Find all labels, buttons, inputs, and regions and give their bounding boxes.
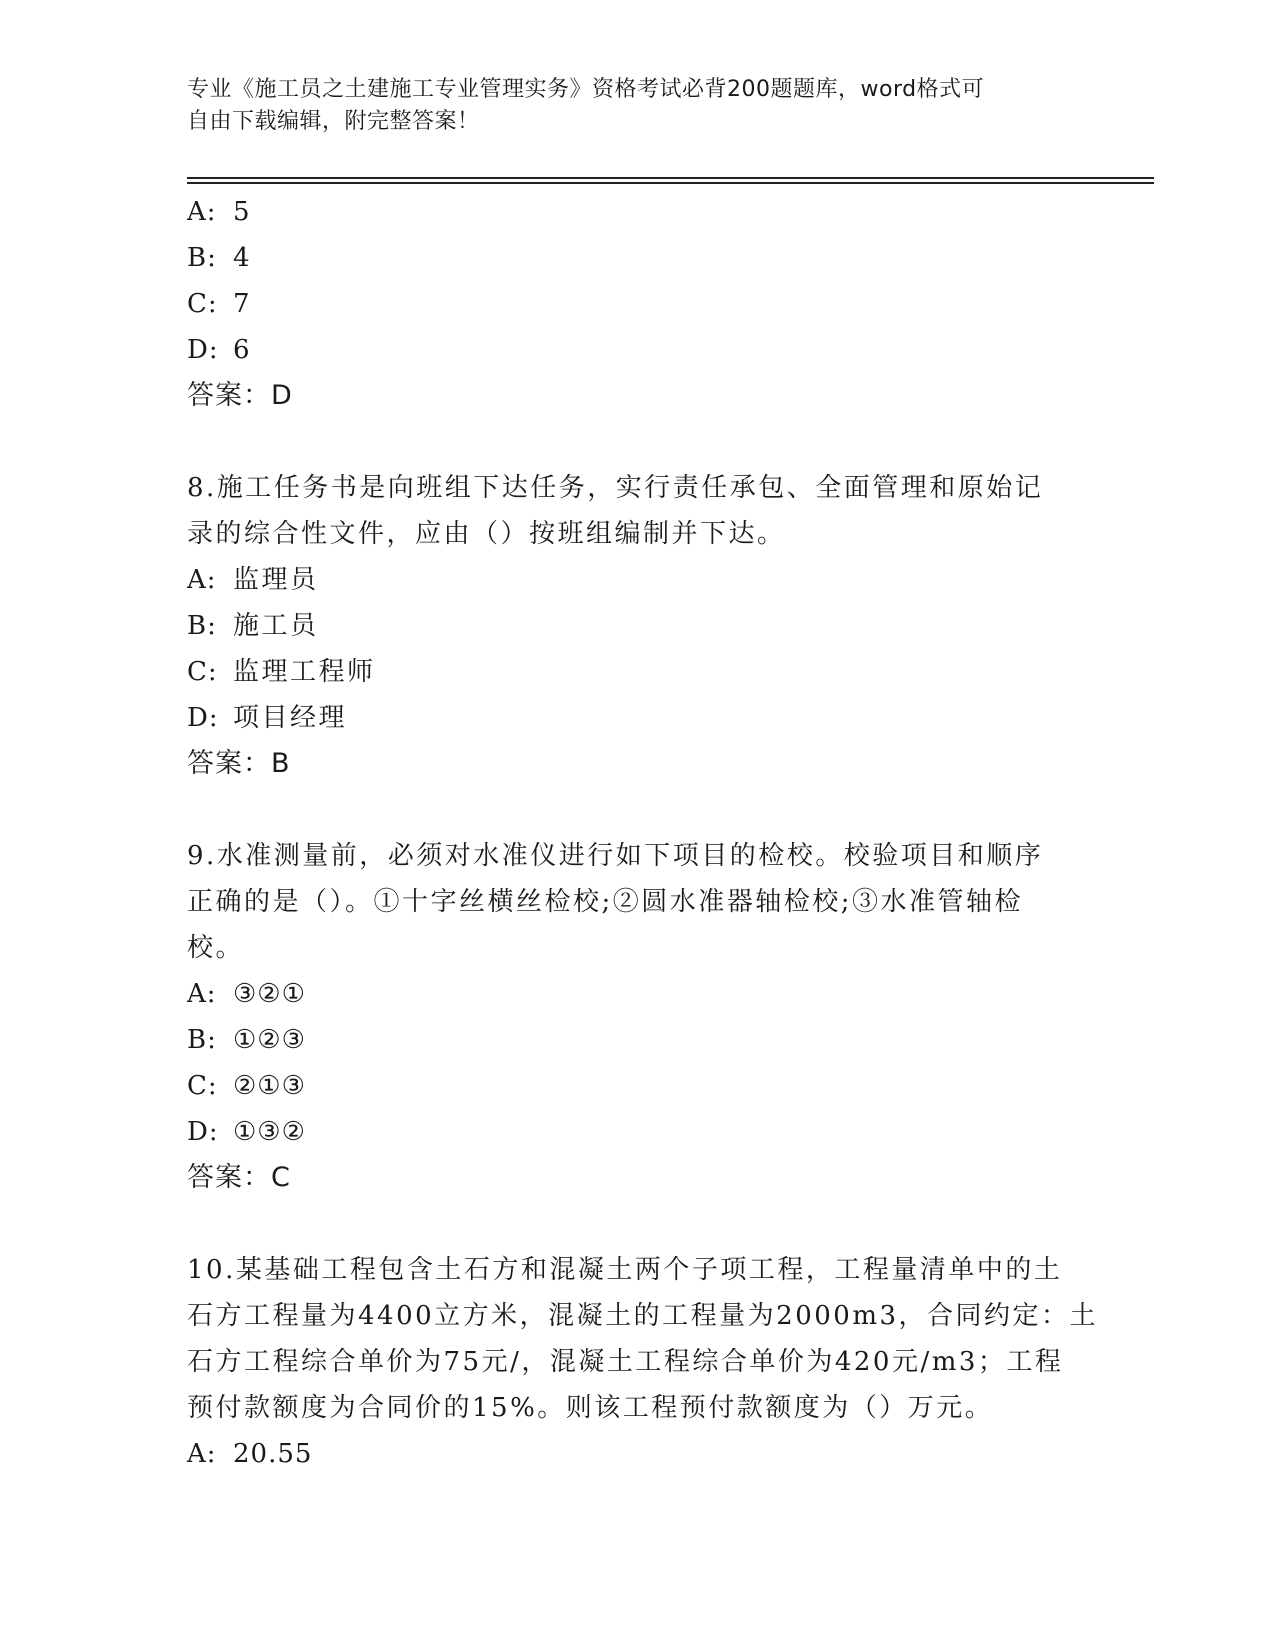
question-text-line: 正确的是（）。①十字丝横丝检校;②圆水准器轴检校;③水准管轴检 <box>187 887 1024 917</box>
question-8-block <box>187 465 1087 787</box>
answer-line: 答案：D <box>187 380 293 411</box>
question-text-line: 石方工程综合单价为75元/，混凝土工程综合单价为420元/m3；工程 <box>187 1347 1064 1377</box>
question-text-line: 录的综合性文件，应由（）按班组编制并下达。 <box>187 519 786 549</box>
option-a: A: 5 <box>187 197 251 227</box>
option-d: D: ①③② <box>187 1117 306 1147</box>
question-content <box>187 189 1099 1477</box>
answer-line: 答案：B <box>187 748 291 779</box>
option-d: D: 项目经理 <box>187 703 348 733</box>
question-text-line: 10.某基础工程包含土石方和混凝土两个子项工程，工程量清单中的土 <box>187 1255 1063 1285</box>
option-c: C: 7 <box>187 289 251 319</box>
question-text-line: 校。 <box>187 933 245 963</box>
option-b: B: ①②③ <box>187 1025 306 1055</box>
question-text-line: 9.水准测量前，必须对水准仪进行如下项目的检校。校验项目和顺序 <box>187 841 1044 871</box>
question-text-line: 石方工程量为4400立方米，混凝土的工程量为2000m3，合同约定：土 <box>187 1301 1099 1331</box>
header-divider-bottom <box>187 182 1154 184</box>
option-c: C: ②①③ <box>187 1071 306 1101</box>
question-7-block <box>187 189 1087 419</box>
option-a: A: 监理员 <box>187 565 319 595</box>
question-text-line: 预付款额度为合同价的15%。则该工程预付款额度为（）万元。 <box>187 1393 994 1423</box>
header-line-1: 专业《施工员之土建施工专业管理实务》资格考试必背200题题库，word格式可 <box>187 77 985 102</box>
option-b: B: 4 <box>187 243 251 273</box>
document-header <box>187 74 1067 138</box>
spacer <box>187 1201 1087 1247</box>
question-10-block <box>187 1247 1099 1477</box>
question-text-line: 8.施工任务书是向班组下达任务，实行责任承包、全面管理和原始记 <box>187 473 1044 503</box>
option-c: C: 监理工程师 <box>187 657 376 687</box>
question-9-block <box>187 833 1087 1201</box>
spacer <box>187 787 1087 833</box>
option-a: A: ③②① <box>187 979 306 1009</box>
header-line-2: 自由下载编辑，附完整答案！ <box>187 109 480 134</box>
option-a: A: 20.55 <box>187 1439 313 1469</box>
answer-line: 答案：C <box>187 1162 291 1193</box>
header-divider-top <box>187 177 1154 179</box>
option-b: B: 施工员 <box>187 611 319 641</box>
spacer <box>187 419 1087 465</box>
option-d: D: 6 <box>187 335 251 365</box>
